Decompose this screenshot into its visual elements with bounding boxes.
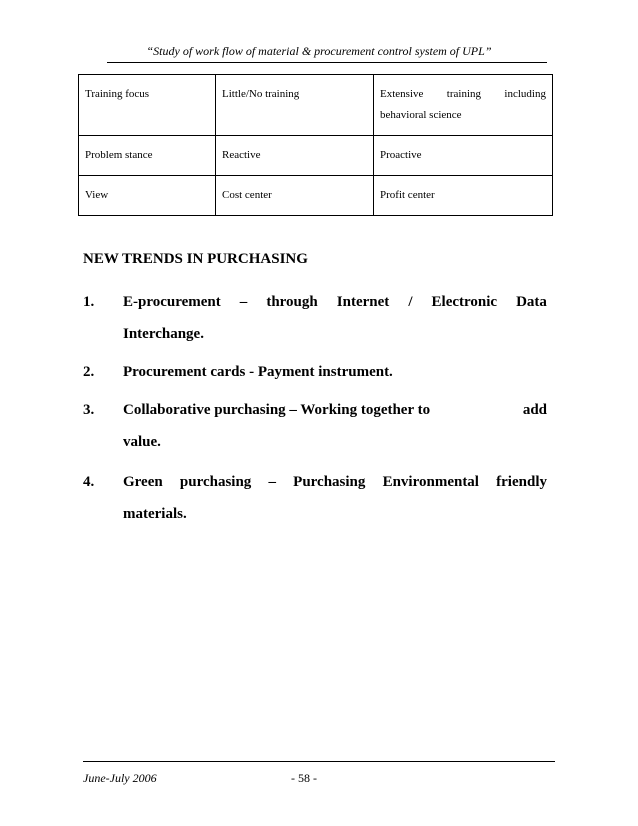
trend-text	[123, 466, 547, 530]
table-cell-aspect: Training focus	[79, 75, 216, 136]
table-cell-traditional: Cost center	[216, 176, 374, 216]
word: friendly	[496, 474, 547, 490]
table-cell-modern: Proactive	[374, 136, 553, 176]
table-cell-aspect: View	[79, 176, 216, 216]
word: including	[504, 88, 546, 100]
word: –	[239, 294, 248, 310]
trend-text: Procurement cards - Payment instrument.	[123, 364, 393, 380]
section-title: NEW TRENDS IN PURCHASING	[83, 251, 308, 267]
footer-rule	[83, 761, 555, 762]
table-cell-modern	[374, 75, 553, 136]
trend-number: 1.	[83, 294, 95, 310]
table-cell-modern: Profit center	[374, 176, 553, 216]
text-line: value.	[123, 434, 161, 450]
page-number: - 58 -	[291, 771, 317, 785]
word: Purchasing	[293, 474, 366, 490]
justified-line	[380, 84, 546, 105]
trend-text	[123, 286, 547, 350]
word: Electronic	[431, 294, 498, 310]
justified-line	[123, 466, 547, 498]
justified-line	[123, 394, 547, 426]
word: Data	[516, 294, 547, 310]
word: through	[266, 294, 318, 310]
running-header: “Study of work flow of material & procurement control system of UPL”	[146, 44, 492, 58]
trend-item-2	[83, 356, 547, 388]
trend-text	[123, 394, 547, 458]
trend-number: 4.	[83, 474, 95, 490]
footer-date: June-July 2006	[83, 771, 157, 785]
trend-number: 2.	[83, 364, 95, 380]
table-row	[79, 75, 553, 136]
word: purchasing	[179, 474, 252, 490]
text-segment: add	[522, 402, 547, 418]
trend-item-3	[83, 394, 547, 458]
word: training	[446, 88, 482, 100]
trend-item-1	[83, 286, 547, 350]
text-line: Interchange.	[123, 326, 204, 342]
text-segment: Collaborative purchasing – Working together to	[123, 402, 431, 418]
header-rule	[107, 62, 547, 63]
trend-item-4	[83, 466, 547, 530]
table-cell-traditional: Little/No training	[216, 75, 374, 136]
word: Green	[123, 474, 163, 490]
text-line: materials.	[123, 506, 187, 522]
word: /	[408, 294, 413, 310]
justified-line	[123, 286, 547, 318]
table-cell-aspect: Problem stance	[79, 136, 216, 176]
comparison-table	[78, 74, 553, 216]
word: Extensive	[380, 88, 424, 100]
trend-number: 3.	[83, 402, 95, 418]
table-row	[79, 176, 553, 216]
table-row	[79, 136, 553, 176]
word: Environmental	[382, 474, 479, 490]
word: E-procurement	[123, 294, 221, 310]
cell-line: behavioral science	[380, 109, 462, 121]
word: –	[268, 474, 276, 490]
table-cell-traditional: Reactive	[216, 136, 374, 176]
word: Internet	[336, 294, 390, 310]
